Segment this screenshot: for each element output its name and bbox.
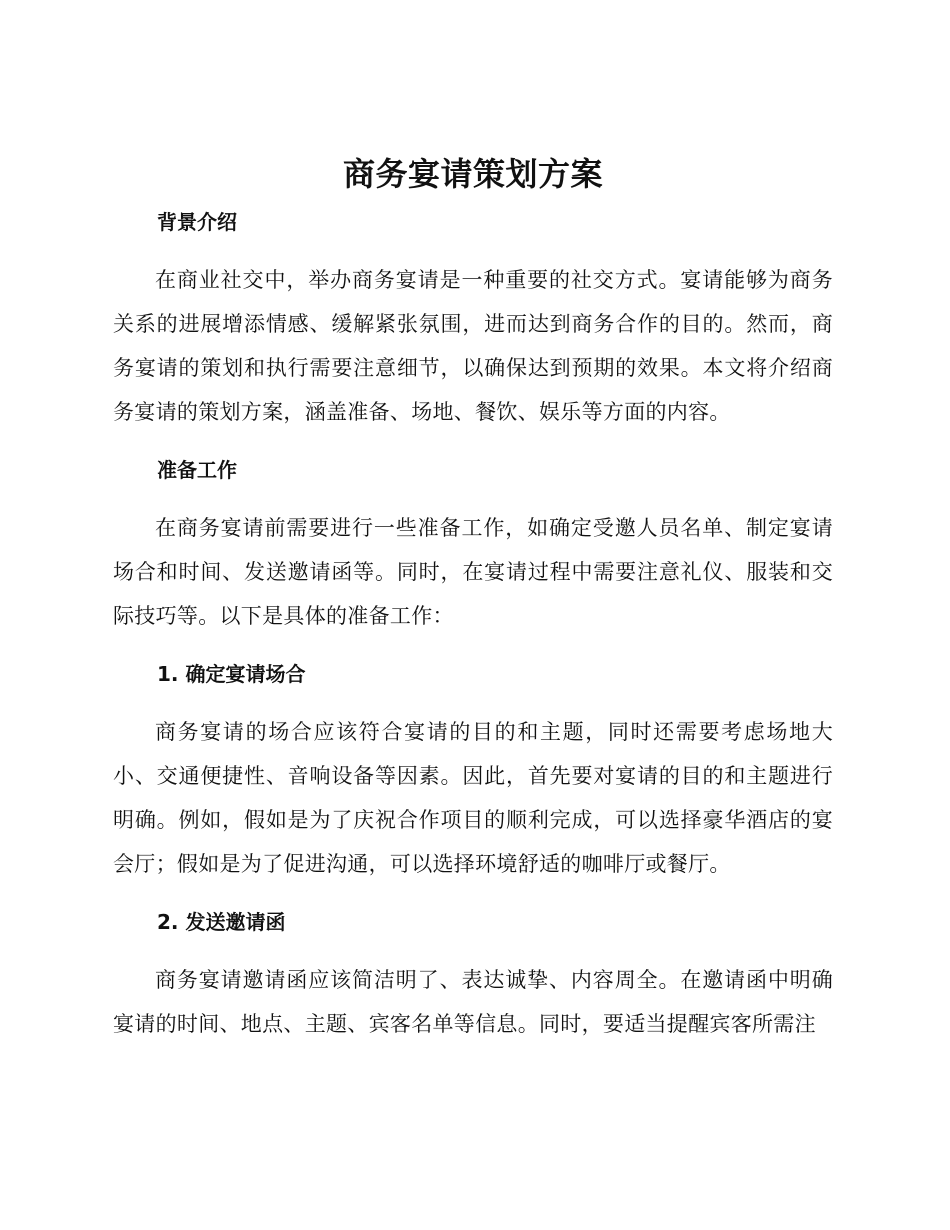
section-heading-preparation: 准备工作 (157, 458, 237, 482)
document-body (113, 150, 833, 1046)
section-paragraph-preparation: 在商务宴请前需要进行一些准备工作，如确定受邀人员名单、制定宴请场合和时间、发送邀请函等。同时，在宴请过程中需要注意礼仪、服装和交际技巧等。以下是具体的准备工作： (113, 516, 833, 628)
section-heading-invitation: 2. 发送邀请函 (157, 910, 286, 934)
section-paragraph-invitation: 商务宴请邀请函应该简洁明了、表达诚挚、内容周全。在邀请函中明确宴请的时间、地点、主题、宾客名单等信息。同时，要适当提醒宾客所需注 (113, 968, 833, 1036)
section-heading-background: 背景介绍 (157, 210, 237, 234)
section-paragraph-background: 在商业社交中，举办商务宴请是一种重要的社交方式。宴请能够为商务关系的进展增添情感、缓解紧张氛围，进而达到商务合作的目的。然而，商务宴请的策划和执行需要注意细节，以确保达到预期的效果。本文将介绍商务宴请的策划方案，涵盖准备、场地、餐饮、娱乐等方面的内容。 (113, 268, 833, 424)
section-paragraph-venue: 商务宴请的场合应该符合宴请的目的和主题，同时还需要考虑场地大小、交通便捷性、音响设备等因素。因此，首先要对宴请的目的和主题进行明确。例如，假如是为了庆祝合作项目的顺利完成，可以选择豪华酒店的宴会厅；假如是为了促进沟通，可以选择环境舒适的咖啡厅或餐厅。 (113, 720, 833, 876)
document-title: 商务宴请策划方案 (342, 155, 603, 193)
section-heading-venue: 1. 确定宴请场合 (157, 662, 306, 686)
